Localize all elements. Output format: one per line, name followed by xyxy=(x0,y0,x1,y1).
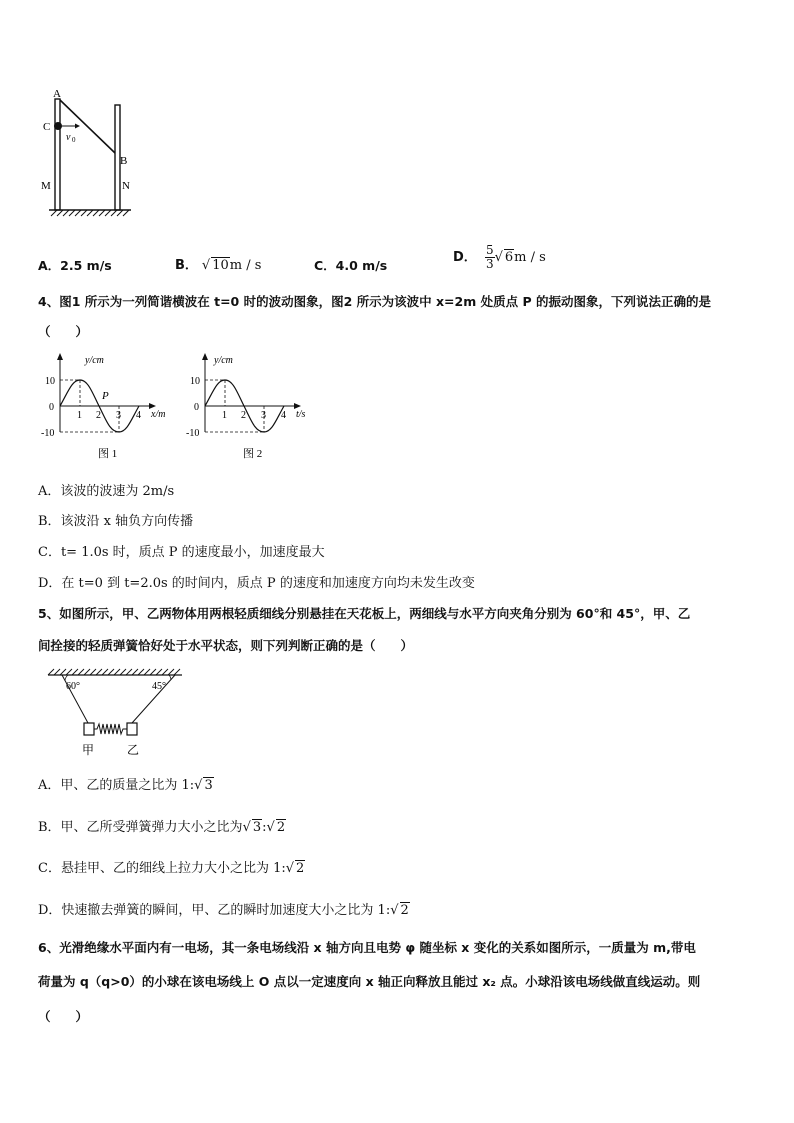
q5-option-c-root: 2 xyxy=(296,861,305,876)
fig1-y-arrow xyxy=(57,353,63,360)
q6-stem-line1: 6、光滑绝缘水平面内有一电场，其一条电场线沿 x 轴方向且电势 φ 随坐标 x 变化的关系如图所示，一质量为 m,带电 xyxy=(38,940,696,955)
wall-m xyxy=(55,99,60,210)
q3-option-d-radicand: 6 xyxy=(504,250,514,265)
fig1-xlabel: x/m xyxy=(151,409,166,420)
q4-figure-1 xyxy=(35,350,170,465)
spring xyxy=(94,724,127,734)
fig2-ytick-0: 0 xyxy=(194,402,199,413)
label-n: N xyxy=(122,180,130,192)
q3-option-b[interactable]: B． √ 10m / s xyxy=(175,258,262,273)
fig1-xtick-4: 4 xyxy=(136,410,141,421)
q3-option-d-prefix: D． xyxy=(453,250,477,265)
q5-option-b-text: B．甲、乙所受弹簧弹力大小之比为 xyxy=(38,820,243,835)
fig1-ytick-0: 0 xyxy=(49,402,54,413)
angle-left-label: 60° xyxy=(66,681,80,692)
fig2-ylabel: y/cm xyxy=(214,355,233,366)
label-jia: 甲 xyxy=(82,743,95,757)
q4-option-d[interactable]: D．在 t=0 到 t=2.0s 的时间内，质点 P 的速度和加速度方向均未发生改变 xyxy=(38,576,475,591)
fig1-xtick-3: 3 xyxy=(116,410,121,421)
fig2-ytick-10: 10 xyxy=(190,376,200,387)
q5-option-d[interactable]: D．快速撤去弹簧的瞬间，甲、乙的瞬时加速度大小之比为 1:√ 2 xyxy=(38,903,409,918)
q3-option-d-num: 5 xyxy=(485,243,494,257)
fig2-xtick-3: 3 xyxy=(261,410,266,421)
q5-figure xyxy=(40,665,200,760)
fig2-ytick-neg10: -10 xyxy=(186,428,200,439)
label-b: B xyxy=(120,155,128,167)
fig2-xtick-1: 1 xyxy=(222,410,227,421)
fig1-ytick-10: 10 xyxy=(45,376,55,387)
ceiling-hatch xyxy=(48,669,180,675)
q3-option-b-prefix: B． xyxy=(175,258,198,273)
q5-option-c-text: C．悬挂甲、乙的细线上拉力大小之比为 1: xyxy=(38,861,286,876)
q3-option-c[interactable]: C．4.0 m/s xyxy=(314,258,388,273)
q5-option-b[interactable]: B．甲、乙所受弹簧弹力大小之比为√ 3:√ 2 xyxy=(38,820,286,835)
q5-option-b-colon: : xyxy=(262,820,267,835)
q4-stem-line2: （ ） xyxy=(38,324,89,339)
fig1-ylabel: y/cm xyxy=(85,355,104,366)
q3-option-d-unit: m / s xyxy=(514,250,546,265)
fig2-caption: 图 2 xyxy=(243,448,263,460)
q3-option-b-radicand: 10 xyxy=(212,258,229,273)
angle-arc-right xyxy=(169,675,171,680)
fig1-xtick-2: 2 xyxy=(96,410,101,421)
fig1-ytick-neg10: -10 xyxy=(41,428,55,439)
label-m: M xyxy=(41,180,51,192)
ball xyxy=(54,122,62,130)
label-yi: 乙 xyxy=(127,743,140,757)
fig1-caption: 图 1 xyxy=(98,448,118,460)
label-v0-sub: 0 xyxy=(72,136,76,144)
q4-option-c[interactable]: C．t= 1.0s 时，质点 P 的速度最小，加速度最大 xyxy=(38,545,325,560)
fig1-xtick-1: 1 xyxy=(77,410,82,421)
q6-stem-line3: （ ） xyxy=(38,1009,89,1024)
q5-option-a-root: 3 xyxy=(204,778,213,793)
fig2-xtick-2: 2 xyxy=(241,410,246,421)
q5-option-a[interactable]: A．甲、乙的质量之比为 1:√ 3 xyxy=(38,778,213,793)
q5-option-a-text: A．甲、乙的质量之比为 1: xyxy=(38,778,195,793)
label-v0: v xyxy=(66,132,71,143)
block-yi xyxy=(127,723,137,735)
q3-figure xyxy=(35,85,145,220)
v0-arrowhead xyxy=(75,124,80,129)
q5-option-d-root: 2 xyxy=(400,903,409,918)
angle-right-label: 45° xyxy=(152,681,166,692)
q3-option-d[interactable]: D． $\frac{5}{3}$ √ 6m / s xyxy=(453,243,546,271)
q5-stem-line1: 5、如图所示，甲、乙两物体用两根轻质细线分别悬挂在天花板上，两细线与水平方向夹角分别为 60°和 45°，甲、乙 xyxy=(38,606,691,621)
q4-stem-line1: 4、图1 所示为一列简谐横波在 t=0 时的波动图象，图2 所示为该波中 x=2m 处质点 P 的振动图象，下列说法正确的是 xyxy=(38,294,711,309)
q5-option-b-root1: 3 xyxy=(252,820,262,835)
fig2-y-arrow xyxy=(202,353,208,360)
q3-option-b-unit: m / s xyxy=(229,258,262,273)
q5-option-c[interactable]: C．悬挂甲、乙的细线上拉力大小之比为 1:√ 2 xyxy=(38,861,305,876)
q4-option-a[interactable]: A．该波的波速为 2m/s xyxy=(38,484,175,499)
label-c: C xyxy=(43,121,51,133)
ground-hatch xyxy=(51,210,129,216)
q5-option-d-text: D．快速撤去弹簧的瞬间，甲、乙的瞬时加速度大小之比为 1: xyxy=(38,903,391,918)
q3-option-a[interactable]: A．2.5 m/s xyxy=(38,258,112,273)
fig2-xlabel: t/s xyxy=(296,409,306,420)
q5-option-b-root2: 2 xyxy=(276,820,286,835)
fig2-xtick-4: 4 xyxy=(281,410,286,421)
q3-option-d-den: 3 xyxy=(485,257,494,271)
q6-stem-line2: 荷量为 q（q>0）的小球在该电场线上 O 点以一定速度向 x 轴正向释放且能过 x₂ 点。小球沿该电场线做直线运动。则 xyxy=(38,974,701,989)
q4-figure-2 xyxy=(180,350,315,465)
label-a: A xyxy=(53,88,61,100)
q4-option-b[interactable]: B．该波沿 x 轴负方向传播 xyxy=(38,514,194,529)
q5-stem-line2: 间拴接的轻质弹簧恰好处于水平状态，则下列判断正确的是（ ） xyxy=(38,638,414,653)
block-jia xyxy=(84,723,94,735)
fig1-point-p: P xyxy=(102,390,109,402)
